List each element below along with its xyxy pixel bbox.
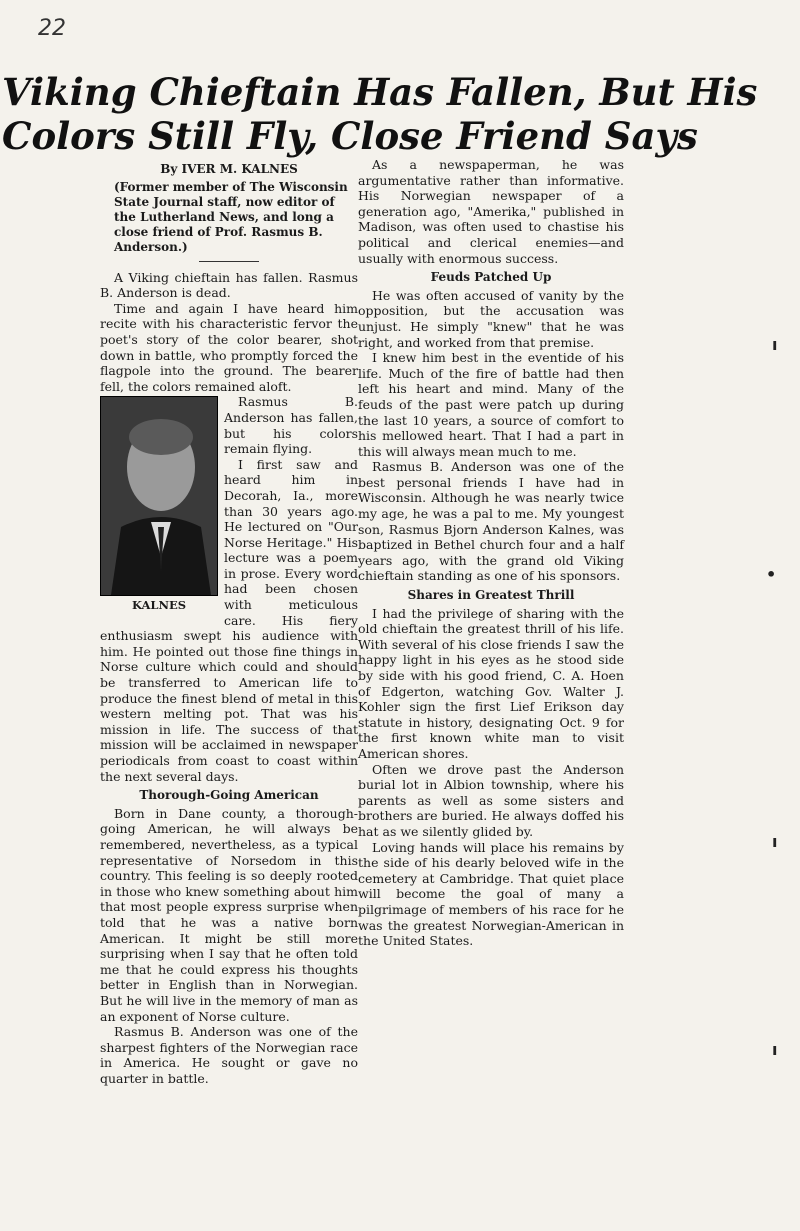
paragraph: Rasmus B. Anderson was one of the sharpest fighters of the Norwegian race in America. He sought or gave no quarter in battle. xyxy=(100,1024,358,1086)
photo-caption: KALNES xyxy=(131,598,187,613)
margin-mark: ı xyxy=(772,335,778,354)
divider xyxy=(199,261,259,262)
byline: By IVER M. KALNES xyxy=(160,162,298,176)
paragraph: Time and again I have heard him recite with his characteristic fervor the poet's story of the color bearer, shot down in battle, who promptly forced the flagpole into the ground. The bearer fell, the colors remained aloft. xyxy=(100,300,358,394)
page-number: 22 xyxy=(38,16,66,41)
headline-line-1: Viking Chieftain Has Fallen, But His xyxy=(2,70,758,114)
paragraph: Born in Dane county, a thorough-going American, he will always be remembered, nevertheless, as a typical representative of Norsedom in this country. This feeling is so deeply rooted in those who knew something about him that most people express surprise when told that he was a native born American. It might be still more surprising when I say that he often told me that he could express his thoughts better in English than in Norwegian. But he will live in the memory of man as an exponent of Norse culture. xyxy=(100,805,358,1024)
paragraph: I had the privilege of sharing with the old chieftain the greatest thrill of his life. With several of his close friends I saw the happy light in his eyes as he stood side by side with his good friend, C. A. Hoen of Edgerton, watching Gov. Walter J. Kohler sign the first Lief Erikson day statute in history, designating Oct. 9 for the first known white man to visit American shores. xyxy=(358,605,624,761)
subhead-shares: Shares in Greatest Thrill xyxy=(407,588,575,603)
subhead-feuds: Feuds Patched Up xyxy=(430,270,552,285)
margin-mark: ı xyxy=(772,832,778,851)
photo-block xyxy=(100,396,218,614)
author-affiliation: (Former member of The Wisconsin State Journal staff, now editor of the Lutherland News, and long a close friend of Prof. Rasmus B. Anderson.) xyxy=(114,179,348,254)
paragraph: A Viking chieftain has fallen. Rasmus B. Anderson is dead. xyxy=(100,269,358,301)
left-column xyxy=(100,162,358,1086)
margin-mark: • xyxy=(766,565,777,584)
right-column xyxy=(358,157,624,949)
paragraph: He was often accused of vanity by the opposition, but the accusation was unjust. He simply "knew" that he was right, and worked from that premise. xyxy=(358,287,624,350)
margin-mark: ı xyxy=(772,1040,778,1059)
headline-line-2: Colors Still Fly, Close Friend Says xyxy=(2,114,698,158)
paragraph: I knew him best in the eventide of his life. Much of the fire of battle had then left his heart and mind. Many of the feuds of the past were patch up during the last 10 years, a source of comfort to his mellowed heart. That I had a part in this will always mean much to me. xyxy=(358,350,624,459)
portrait-photo xyxy=(100,396,218,596)
paragraph: Rasmus B. Anderson has fallen, but his colors remain flying. xyxy=(224,394,358,457)
paragraph: I first saw and heard him in Decorah, Ia., more than 30 years ago. He lectured on "Our Norse Heritage." His lecture was a poem in prose. Every word had been chosen with meticulous care. His fiery enthusiasm swept his audience with him. He pointed out those fine things in Norse culture which could and should be transferred to American life to produce the finest blend of metal in this western melting pot. That was his mission in life. The success of that mission will be acclaimed in newspaper periodicals from coast to coast within the next several days. xyxy=(100,456,358,784)
headline xyxy=(0,70,800,158)
paragraph: Rasmus B. Anderson was one of the best personal friends I have had in Wisconsin. Although he was nearly twice my age, he was a pal to me. My youngest son, Rasmus Bjorn Anderson Kalnes, was baptized in Bethel church four and a half years ago, with the grand old Viking chieftain standing as one of his sponsors. xyxy=(358,459,624,584)
subhead-thorough-going: Thorough-Going American xyxy=(139,788,319,803)
paragraph: As a newspaperman, he was argumentative rather than informative. His Norwegian newspaper of a generation ago, "Amerika," published in Madison, was often used to chastise his political and clerical enemies—and usually with enormous success. xyxy=(358,157,624,266)
paragraph: Loving hands will place his remains by the side of his dearly beloved wife in the cemetery at Cambridge. That quiet place will become the goal of many a pilgrimage of members of his race for he was the greatest Norwegian-American in the United States. xyxy=(358,839,624,949)
paragraph: Often we drove past the Anderson burial lot in Albion township, where his parents as well as some sisters and brothers are buried. He always doffed his hat as we silently glided by. xyxy=(358,761,624,839)
